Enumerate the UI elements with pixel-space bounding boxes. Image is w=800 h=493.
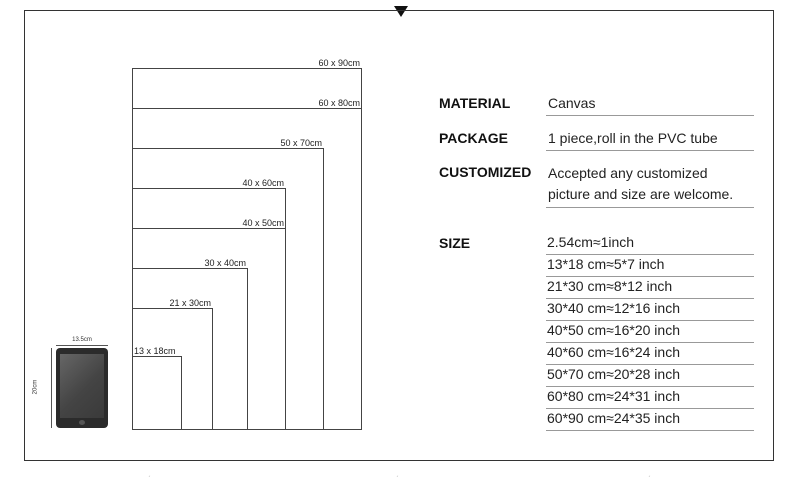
tablet-width-label: 13.5cm: [72, 337, 92, 343]
spec-value-package: 1 piece,roll in the PVC tube: [548, 130, 718, 146]
spec-key-customized: CUSTOMIZED: [439, 164, 532, 180]
size-label: 60 x 90cm: [318, 58, 360, 68]
tick-mark: ˊ: [648, 475, 651, 484]
tablet-height-label: 20cm: [32, 379, 39, 395]
size-conversion-item: 50*70 cm≈20*28 inch: [547, 366, 680, 382]
tablet-width-line: [56, 345, 108, 346]
size-conversion-item: 30*40 cm≈12*16 inch: [547, 300, 680, 316]
size-label: 40 x 60cm: [242, 178, 284, 188]
size-label: 60 x 80cm: [318, 98, 360, 108]
spec-value-customized-line2: picture and size are welcome.: [548, 186, 734, 202]
size-label: 21 x 30cm: [169, 298, 211, 308]
size-conversion-divider: [546, 386, 754, 387]
size-conversion-divider: [546, 408, 754, 409]
size-conversion-divider: [546, 430, 754, 431]
spec-key-material: MATERIAL: [439, 95, 511, 111]
spec-value-material: Canvas: [548, 95, 596, 111]
tablet-screen: [60, 354, 104, 418]
diagram-baseline: [132, 429, 362, 430]
spec-value-customized-line1: Accepted any customized: [548, 165, 708, 181]
tick-mark: ˊ: [148, 475, 151, 484]
size-conversion-item: 60*90 cm≈24*35 inch: [547, 410, 680, 426]
size-conversion-item: 2.54cm≈1inch: [547, 234, 635, 250]
spec-divider: [546, 207, 754, 208]
tablet-home-button: [79, 420, 85, 425]
size-conversion-divider: [546, 298, 754, 299]
size-conversion-item: 40*50 cm≈16*20 inch: [547, 322, 680, 338]
size-conversion-divider: [546, 342, 754, 343]
size-conversion-item: 40*60 cm≈16*24 inch: [547, 344, 680, 360]
size-conversion-item: 60*80 cm≈24*31 inch: [547, 388, 680, 404]
size-label: 13 x 18cm: [134, 346, 176, 356]
spec-divider: [546, 115, 754, 116]
tablet-height-line: [51, 348, 52, 428]
spec-divider: [546, 150, 754, 151]
size-label: 50 x 70cm: [280, 138, 322, 148]
size-conversion-divider: [546, 320, 754, 321]
size-conversion-item: 13*18 cm≈5*7 inch: [547, 256, 665, 272]
spec-key-package: PACKAGE: [439, 130, 508, 146]
size-box-13x18: [132, 346, 182, 429]
size-conversion-divider: [546, 364, 754, 365]
tick-mark: ˊ: [396, 475, 399, 484]
size-conversion-divider: [546, 276, 754, 277]
spec-key-size: SIZE: [439, 235, 471, 251]
tablet-icon: [56, 348, 108, 428]
size-conversion-item: 21*30 cm≈8*12 inch: [547, 278, 673, 294]
size-label: 40 x 50cm: [242, 218, 284, 228]
size-conversion-divider: [546, 254, 754, 255]
size-label: 30 x 40cm: [204, 258, 246, 268]
